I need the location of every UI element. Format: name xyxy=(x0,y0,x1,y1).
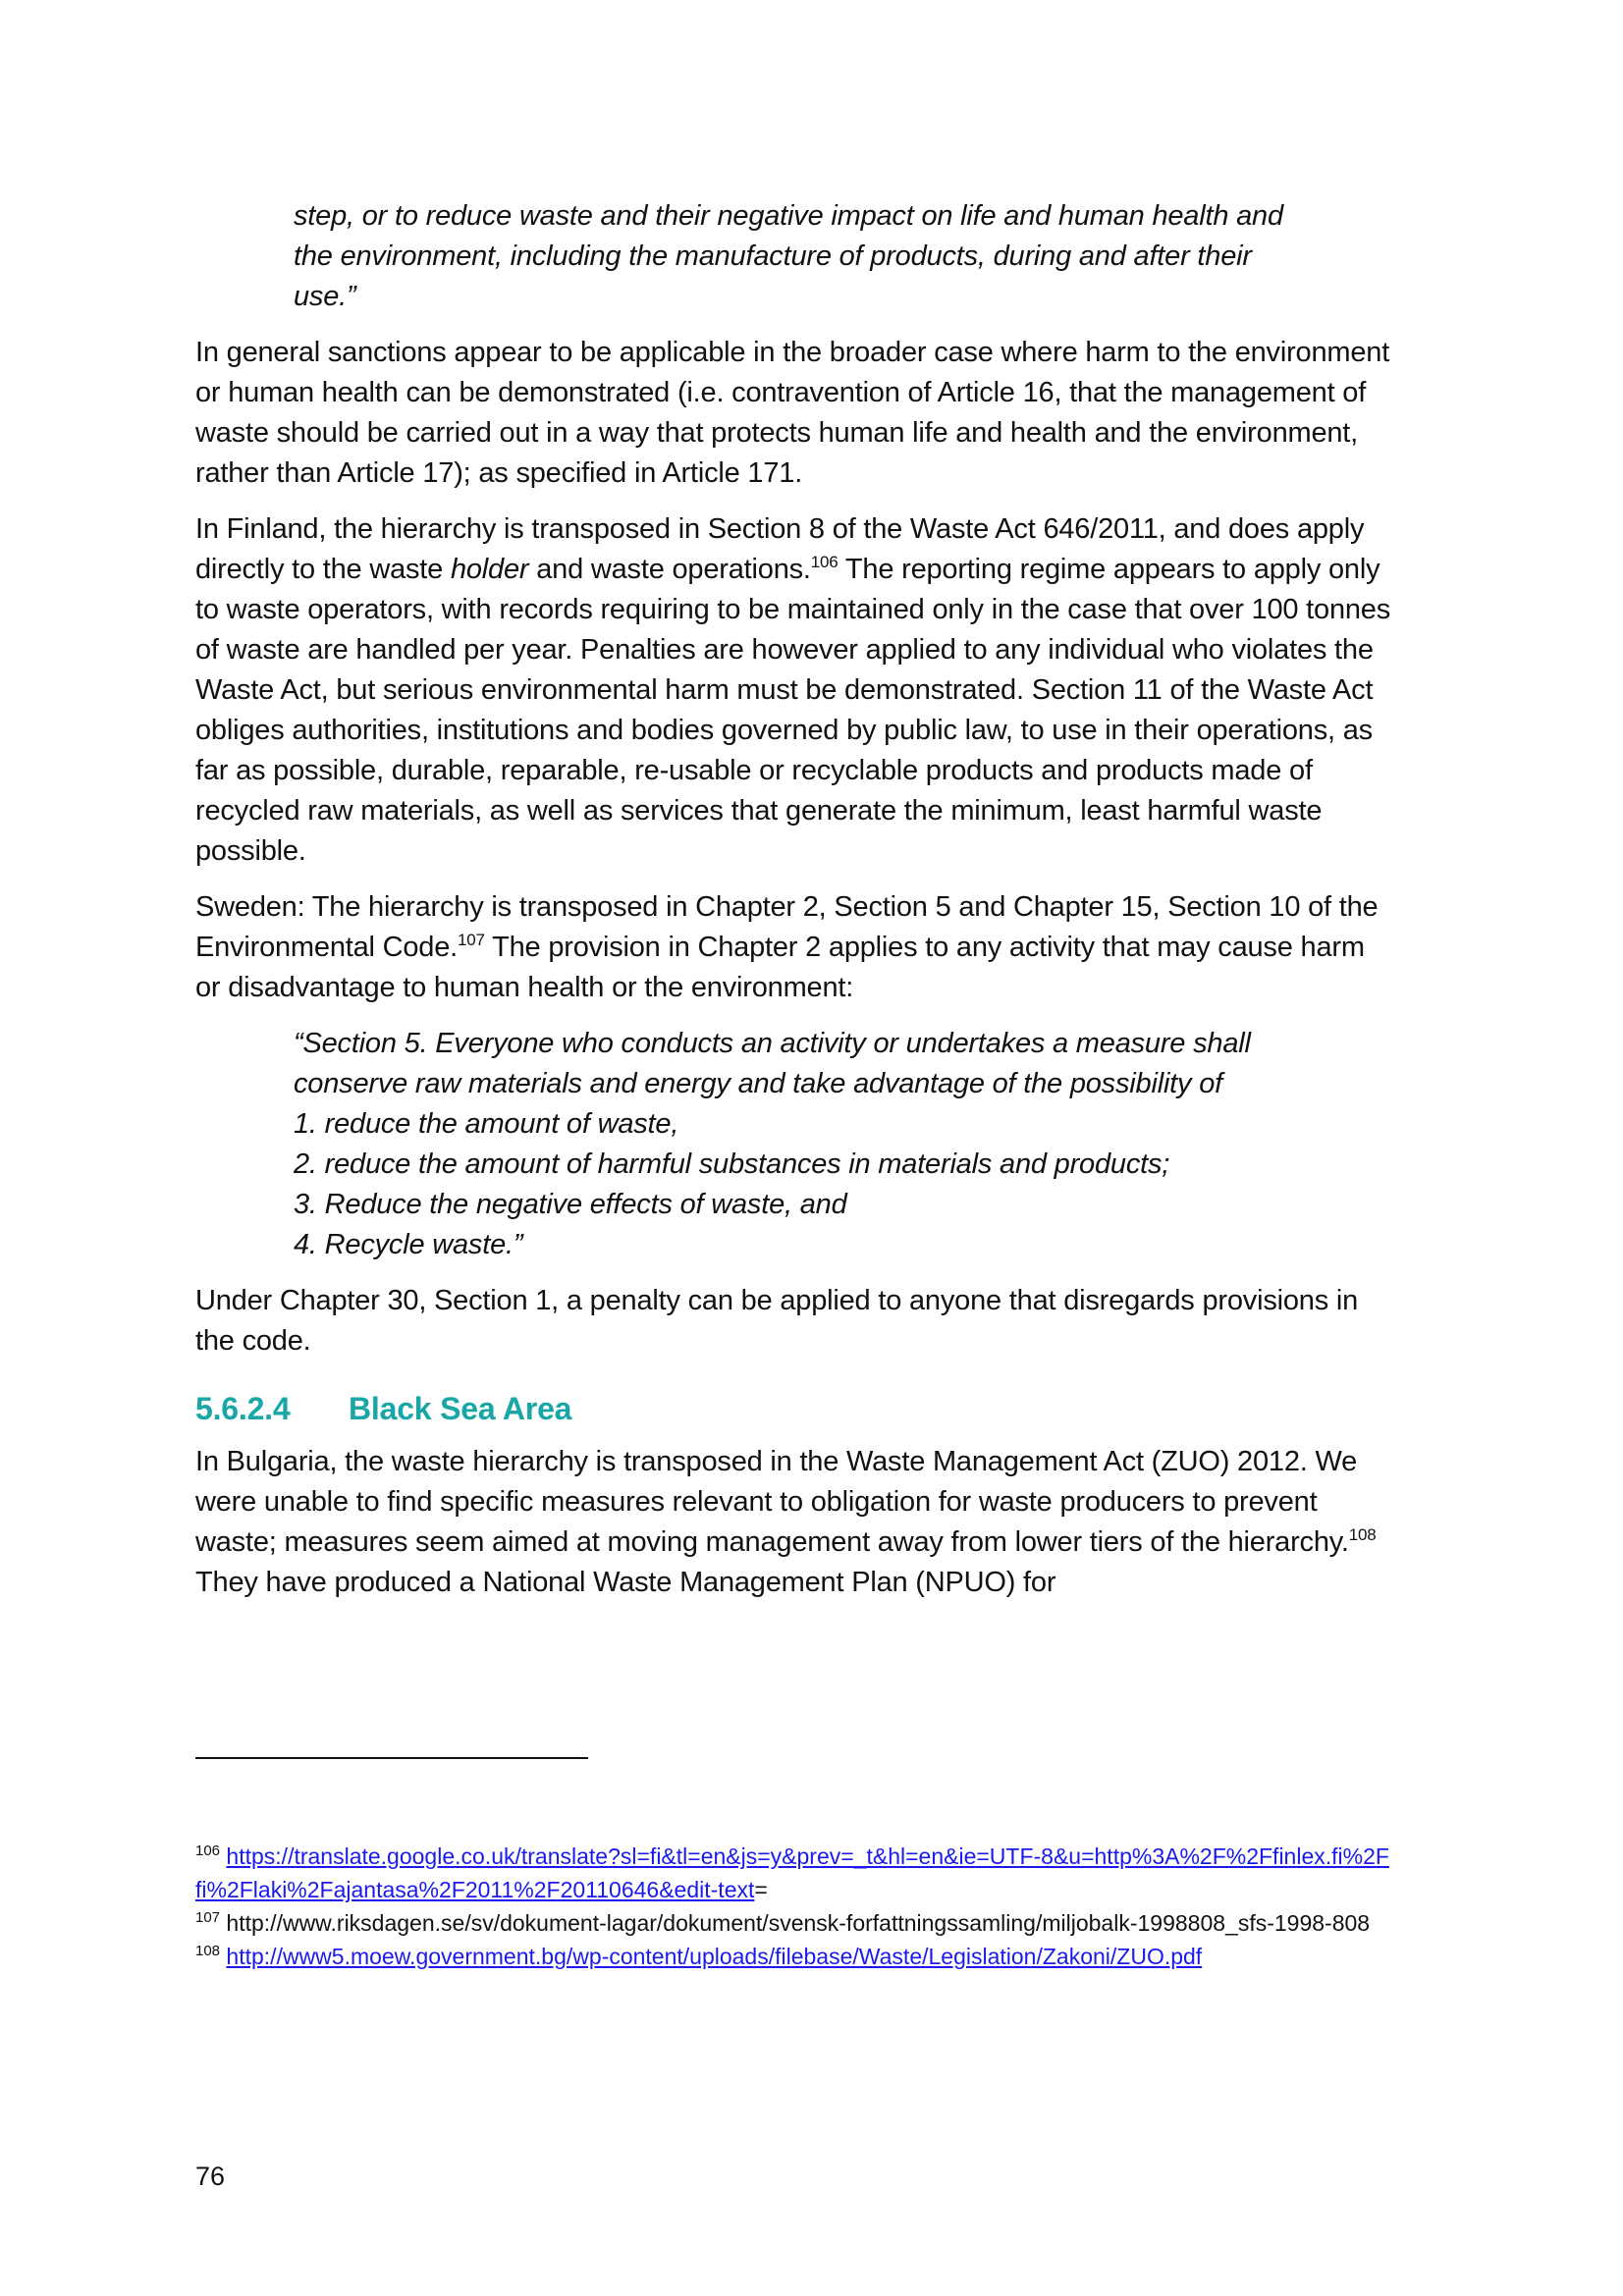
footnote-106 xyxy=(195,1840,1393,1906)
quote-line: 2. reduce the amount of harmful substances in materials and products; xyxy=(294,1148,1170,1180)
paragraph-bulgaria xyxy=(195,1442,1393,1603)
paragraph-chapter-30: Under Chapter 30, Section 1, a penalty can be applied to anyone that disregards provisions in the code. xyxy=(195,1285,1359,1357)
paragraph-general-sanctions: In general sanctions appear to be applicable in the broader case where harm to the environment or human health can be demonstrated (i.e. contravention of Article 16, that the management of waste should be carried out in a way that protects human life and health and the environment, rather than Article 17); as specified in Article 171. xyxy=(195,337,1390,489)
quote-line: use.” xyxy=(294,281,356,312)
footnote-text-107: http://www.riksdagen.se/sv/dokument-lagar/dokument/svensk-forfattningssamling/miljobalk-1998808_sfs-1998-808 xyxy=(226,1910,1371,1936)
quote-line: the environment, including the manufacture of products, during and after their xyxy=(294,240,1252,272)
section-number: 5.6.2.4 xyxy=(195,1391,291,1426)
paragraph-sweden xyxy=(195,887,1393,1008)
quote-line: conserve raw materials and energy and take advantage of the possibility of xyxy=(294,1068,1222,1099)
finland-text-mid: and waste operations. xyxy=(528,554,811,585)
quote-block-section-5 xyxy=(195,1024,1393,1265)
quote-line: 3. Reduce the negative effects of waste, and xyxy=(294,1189,847,1220)
finland-holder-emphasis: holder xyxy=(450,554,529,585)
footnote-link-108[interactable]: http://www5.moew.government.bg/wp-content/uploads/filebase/Waste/Legislation/Zakoni/ZUO.pdf xyxy=(226,1944,1203,1969)
sweden-text-start: Sweden: The hierarchy is transposed in Chapter 2, Section 5 and Chapter 15, Section 10 of the Environmental Code. xyxy=(195,891,1379,963)
quote-line: “Section 5. Everyone who conducts an activity or undertakes a measure shall xyxy=(294,1028,1251,1059)
footnote-trail: = xyxy=(754,1877,768,1902)
bulgaria-text-rest: They have produced a National Waste Management Plan (NPUO) for xyxy=(195,1567,1056,1598)
paragraph-finland xyxy=(195,509,1393,872)
page-number: 76 xyxy=(195,2162,226,2191)
bulgaria-text-start: In Bulgaria, the waste hierarchy is transposed in the Waste Management Act (ZUO) 2012. We were unable to find specific measures relevant to obligation for waste producers to prevent waste; measures seem aimed at moving management away from lower tiers of the hierarchy. xyxy=(195,1446,1358,1558)
footnote-link-106[interactable]: https://translate.google.co.uk/translate?sl=fi&tl=en&js=y&prev=_t&hl=en&ie=UTF-8&u=http%3A%2F%2Ffinlex.fi%2Ffi%2Flaki%2Fajantasa%2F2011%2F20110646&edit-text xyxy=(195,1843,1389,1902)
footnote-ref-106[interactable]: 106 xyxy=(810,553,839,571)
footnote-number: 108 xyxy=(195,1943,221,1959)
footnote-108 xyxy=(195,1940,1393,1973)
section-heading xyxy=(195,1389,1393,1428)
quote-block-waste-prevention xyxy=(195,196,1393,317)
footnote-ref-107[interactable]: 107 xyxy=(458,931,485,949)
sweden-text-rest: The provision in Chapter 2 applies to any activity that may cause harm or disadvantage to human health or the environment: xyxy=(195,932,1365,1003)
finland-text-start: In Finland, the hierarchy is transposed in Section 8 of the Waste Act 646/2011, and does apply directly to the waste xyxy=(195,513,1365,585)
footnote-separator xyxy=(195,1757,588,1759)
section-title: Black Sea Area xyxy=(349,1391,572,1426)
quote-line: step, or to reduce waste and their negative impact on life and human health and xyxy=(294,200,1283,232)
footnote-number: 107 xyxy=(195,1909,221,1926)
quote-line: 1. reduce the amount of waste, xyxy=(294,1108,679,1140)
footnotes xyxy=(195,1840,1393,1973)
footnote-number: 106 xyxy=(195,1842,221,1859)
finland-text-rest: The reporting regime appears to apply only to waste operators, with records requiring to be maintained only in the case that over 100 tonnes of waste are handled per year. Penalties are however applied to any individual who violates the Waste Act, but serious environmental harm must be demonstrated. Section 11 of the Waste Act obliges authorities, institutions and bodies governed by public law, to use in their operations, as far as possible, durable, reparable, re-usable or recyclable products and products made of recycled raw materials, as well as services that generate the minimum, least harmful waste possible. xyxy=(195,554,1391,867)
footnote-ref-108[interactable]: 108 xyxy=(1348,1525,1377,1544)
body-text xyxy=(195,196,1393,1619)
footnote-107 xyxy=(195,1906,1393,1940)
quote-line: 4. Recycle waste.” xyxy=(294,1229,523,1260)
